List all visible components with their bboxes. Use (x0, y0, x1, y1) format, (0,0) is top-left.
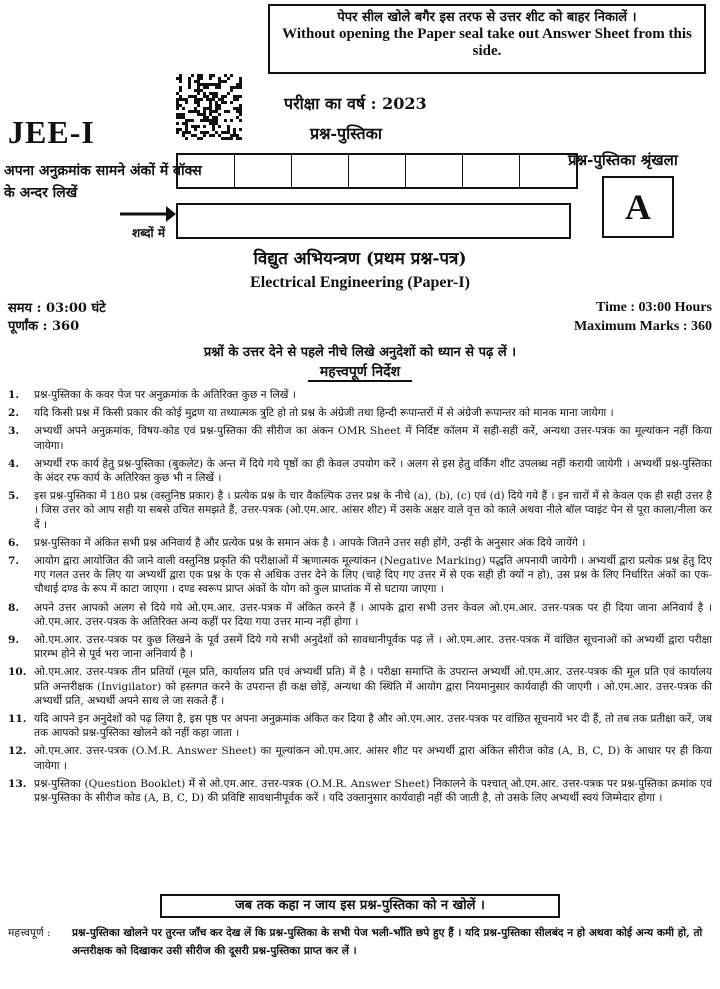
meta-english (574, 298, 712, 336)
note-label: महत्त्वपूर्ण : (8, 927, 51, 939)
instruction-item (8, 777, 712, 805)
instruction-text: आयोग द्वारा आयोजित की जाने वाली वस्तुनिष्ठ प्रकृति की परीक्षाओं में ऋणात्मक मूल्यांकन (Negative Marking) पद्धति अपनायी जायेगी । अभ्यर्थी द्वारा प्रत्येक प्रश्न हेतु दिए गए गलत उत्तर के लिए या अभ्यर्थी द्वारा एक प्रश्न के एक से अधिक उत्तर देने के लिए (चाहे दिए गए उत्तर में से एक सही ही क्यों न हो), उस प्रश्न के लिए निर्धारित अंकों का एक-चौथाई दण्ड के रूप में काटा जाएगा । दण्ड स्वरूप प्राप्त अंकों के योग को कुल प्राप्तांक में से घटाया जाएगा । (34, 555, 712, 596)
instruction-text: इस प्रश्न-पुस्तिका में 180 प्रश्न (वस्तुनिष्ठ प्रकार) है । प्रत्येक प्रश्न के चार वैकल्पिक उत्तर प्रश्न के नीचे (a), (b), (c) एवं (d) दिये गये हैं । इन चारों में से केवल एक ही सही उत्तर है । जिस उत्तर को आप सही या सबसे उचित समझते हैं, उत्तर-पत्रक (ओ.एम.आर. आंसर शीट) में उसके अक्षर वाले वृत्त को काले अथवा नीले बॉल प्वाइंट पेन से पूरा काला/नीला कर दें । (34, 490, 712, 531)
instruction-item (8, 406, 712, 420)
instruction-text: प्रश्न-पुस्तिका में अंकित सभी प्रश्न अनिवार्य है और प्रत्येक प्रश्न के समान अंक है । आपके जितने उत्तर सही होंगे, उन्हीं के अनुसार अंक दिये जायेंगे । (34, 536, 586, 549)
instruction-text: यदि किसी प्रश्न में किसी प्रकार की कोई मुद्रण या तथ्यात्मक त्रुटि हो तो प्रश्न के अंग्रेजी तथा हिन्दी रूपान्तरों में से अंग्रेजी रूपान्तर को मानक माना जायेगा । (34, 407, 614, 420)
series-label: प्रश्न-पुस्तिका श्रृंखला (568, 151, 678, 169)
roll-digit-box[interactable] (178, 155, 235, 187)
instruction-number: 9. (8, 634, 20, 647)
exam-year: परीक्षा का वर्ष : 2023 (284, 94, 427, 113)
seal-notice (268, 4, 706, 74)
instruction-text: ओ.एम.आर. उत्तर-पत्रक तीन प्रतियों (मूल प्रति, कार्यालय प्रति एवं अभ्यर्थी प्रति) में है । परीक्षा समाप्ति के उपरान्त अभ्यर्थी ओ.एम.आर. उत्तर-पत्रक की मूल प्रति एवं कार्यालय प्रति अन्तरीक्षक (Invigilator) को हस्तगत करने के उपरान्त ही कक्ष छोड़ें, अन्यथा की स्थिति में आयोग द्वारा नियमानुसार कार्यवाही की जाएगी । ओ.एम.आर. उत्तर-पत्रक की अभ्यर्थी प्रति, अभ्यर्थी अपने साथ ले जा सकते हैं । (34, 666, 712, 707)
roll-words-label: शब्दों में (132, 226, 165, 240)
booklet-heading: प्रश्न-पुस्तिका (310, 124, 383, 143)
instruction-text: प्रश्न-पुस्तिका (Question Booklet) में से ओ.एम.आर. उत्तर-पत्रक (O.M.R. Answer Sheet) निकालने के पश्चात् ओ.एम.आर. उत्तर-पत्रक पर प्रश्न-पुस्तिका क्रमांक एवं प्रश्न-पुस्तिका के सीरीज कोड (A, B, C, D) की प्रविष्टि सावधानीपूर्वक करें । यदि उक्तानुसार कार्यवाही नहीं की जाती है, तो उसके लिए अभ्यर्थी स्वयं जिम्मेदार होगा । (34, 777, 712, 805)
instruction-item (8, 457, 712, 485)
marks-english: Maximum Marks : 360 (573, 319, 712, 334)
roll-digit-box[interactable] (349, 155, 406, 187)
meta-hindi (8, 300, 106, 336)
roll-digit-box[interactable] (406, 155, 463, 187)
instruction-number: 10. (8, 666, 27, 679)
roll-digit-box[interactable] (463, 155, 520, 187)
instruction-text: ओ.एम.आर. उत्तर-पत्रक पर कुछ लिखने के पूर्व उसमें दिये गये सभी अनुदेशों को सावधानीपूर्वक पढ़ लें । ओ.एम.आर. उत्तर-पत्रक में वांछित सूचनाओं को अभ्यर्थी द्वारा परीक्षा प्रारम्भ होने से पूर्व भरा जाना अनिवार्य है । (34, 634, 712, 661)
instruction-number: 11. (8, 713, 27, 726)
important-heading-text: महत्त्वपूर्ण निर्देश (308, 364, 412, 382)
instruction-number: 8. (8, 601, 20, 614)
time-english: Time : 03:00 Hours (595, 300, 712, 315)
roll-digit-box[interactable] (235, 155, 292, 187)
instruction-text: अपने उत्तर आपको अलग से दिये गये ओ.एम.आर. उत्तर-पत्रक में अंकित करने हैं । आपके द्वारा सभी उत्तर केवल ओ.एम.आर. उत्तर-पत्रक पर ही दिया जाना अनिवार्य है । ओ.एम.आर. उत्तर-पत्रक के अतिरिक्त अन्य कहीं पर दिया गया उत्तर मान्य नहीं होगा । (34, 601, 712, 628)
instruction-item (8, 424, 712, 452)
instruction-number: 7. (8, 555, 20, 568)
instruction-number: 3. (8, 425, 20, 438)
instruction-item (8, 633, 712, 661)
roll-number-boxes[interactable] (176, 153, 578, 189)
stop-notice: जब तक कहा न जाय इस प्रश्न-पुस्तिका को न खोलें । (160, 894, 560, 918)
instruction-item (8, 489, 712, 532)
instruction-number: 12. (8, 745, 27, 758)
roll-digit-box[interactable] (292, 155, 349, 187)
instruction-text: यदि आपने इन अनुदेशों को पढ़ लिया है, इस पृष्ठ पर अपना अनुक्रमांक अंकित कर दिया है और ओ.एम.आर. उत्तर-पत्रक पर वांछित सूचनायें भर दी हैं, तो तब तक प्रतीक्षा करें, जब तक आपको प्रश्न-पुस्तिका खोलने को नहीं कहा जाता । (34, 713, 712, 740)
instruction-text: अभ्यर्थी अपने अनुक्रमांक, विषय-कोड एवं प्रश्न-पुस्तिका की सीरीज का अंकन OMR Sheet में निर्दिष्ट कॉलम में सही-सही करें, अन्यथा उत्तर-पत्रक का मूल्यांकन नहीं किया जायेगा। (34, 425, 712, 452)
roll-words-box[interactable] (176, 203, 571, 239)
instructions-list (8, 388, 712, 809)
note-text: प्रश्न-पुस्तिका खोलने पर तुरन्त जाँच कर देख लें कि प्रश्न-पुस्तिका के सभी पेज भली-भाँति छपे हुए हैं । यदि प्रश्न-पुस्तिका सीलबंद न हो अथवा कोई अन्य कमी हो, तो अन्तरीक्षक को दिखाकर उसी सीरीज की दूसरी प्रश्न-पुस्तिका प्राप्त कर लें । (72, 927, 703, 957)
instruction-number: 13. (8, 777, 27, 790)
instruction-item (8, 554, 712, 597)
instruction-number: 4. (8, 457, 20, 470)
instruction-number: 2. (8, 407, 20, 420)
instruction-item (8, 388, 712, 402)
instruction-item (8, 601, 712, 629)
series-value: A (602, 176, 674, 238)
instruction-item (8, 744, 712, 772)
instruction-item (8, 665, 712, 708)
important-note (8, 924, 716, 960)
arrow-right-icon (118, 202, 178, 226)
important-heading (0, 362, 720, 381)
subject-hindi: विद्युत अभियन्त्रण (प्रथम प्रश्न-पत्र) (253, 249, 467, 269)
instruction-item (8, 712, 712, 740)
instruction-number: 6. (8, 536, 20, 549)
instruction-number: 1. (8, 389, 20, 401)
instruction-item (8, 536, 712, 550)
time-hindi: समय : 03:00 घंटे (8, 301, 106, 316)
seal-notice-english: Without opening the Paper seal take out Answer Sheet from this side. (282, 26, 692, 59)
instruction-text: ओ.एम.आर. उत्तर-पत्रक (O.M.R. Answer Sheet) का मूल्यांकन ओ.एम.आर. आंसर शीट पर अभ्यर्थी द्वारा अंकित सीरीज कोड (A, B, C, D) के आधार पर ही किया जायेगा । (34, 745, 712, 772)
subject-english: Electrical Engineering (Paper-I) (250, 274, 470, 291)
instruction-text: प्रश्न-पुस्तिका के कवर पेज पर अनुक्रमांक के अतिरिक्त कुछ न लिखें । (34, 389, 296, 401)
pre-instruction: प्रश्नों के उत्तर देने से पहले नीचे लिखे अनुदेशों को ध्यान से पढ़ लें । (203, 345, 517, 360)
qr-code (176, 74, 242, 140)
seal-notice-hindi: पेपर सील खोले बगैर इस तरफ से उत्तर शीट को बाहर निकालें । (337, 10, 637, 25)
instruction-text: अभ्यर्थी रफ कार्य हेतु प्रश्न-पुस्तिका (बुकलेट) के अन्त में दिये गये पृष्ठों का ही केवल उपयोग करें । अलग से इस हेतु वर्किंग शीट उपलब्ध नहीं करायी जायेगी । अभ्यर्थी प्रश्न-पुस्तिका के अंदर रफ कार्य के अतिरिक्त कुछ भी न लिखें । (34, 457, 712, 485)
marks-hindi: पूर्णांक : 360 (8, 319, 80, 334)
exam-code: JEE-I (8, 114, 95, 150)
roll-number-label: अपना अनुक्रमांक सामने अंकों में बॉक्स के अन्दर लिखें (4, 163, 202, 201)
instruction-number: 5. (8, 490, 20, 503)
